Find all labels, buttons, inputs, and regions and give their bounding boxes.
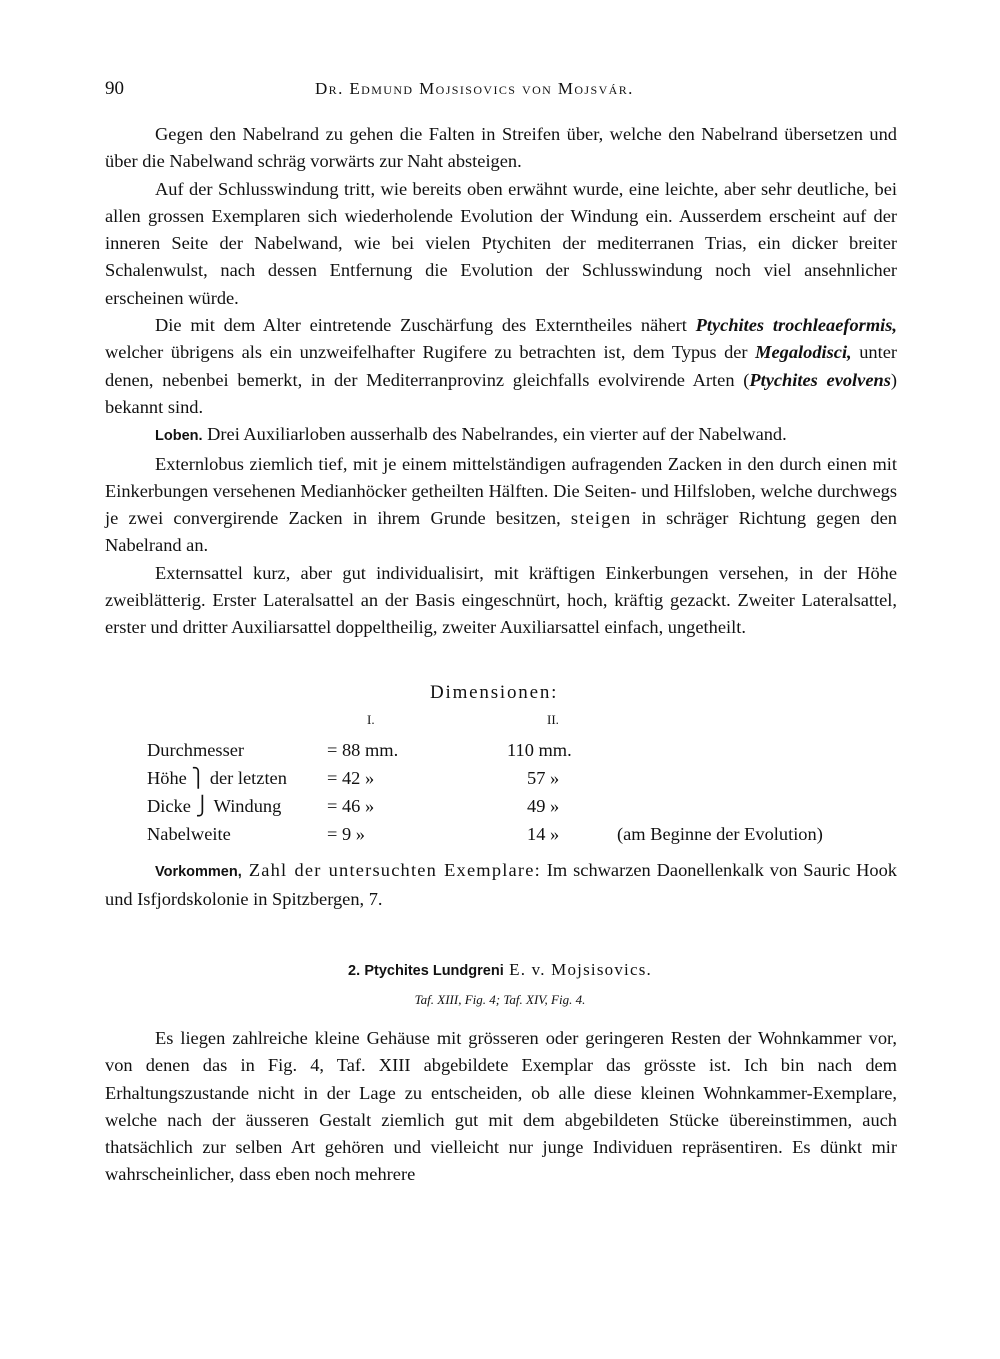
column-header-i: I.: [367, 712, 375, 727]
value-i: = 9 »: [327, 824, 365, 844]
row-label: Höhe ⎫ der letzten: [147, 768, 287, 788]
loben-label: Loben.: [155, 428, 203, 445]
row-label: Dicke ⎭ Windung: [147, 796, 282, 816]
species-name: Ptychites evolvens: [749, 369, 891, 390]
text-run: in schräger Richtung gegen den Nabelrand an.: [105, 508, 897, 556]
spaced-phrase: Zahl der untersuchten Exemplare:: [241, 860, 541, 880]
page-number: 90: [105, 78, 124, 99]
value-ii: 110 mm.: [507, 740, 572, 760]
value-ii: 14 »: [527, 824, 560, 844]
paragraph-externlobus: [105, 451, 897, 560]
value-i: = 42 »: [327, 768, 375, 788]
dimensions-title: Dimensionen:: [430, 682, 559, 703]
paragraph-loben: [105, 421, 897, 450]
text-run: unter denen, nebenbei bemerkt, in der Mediterranprovinz gleichfalls evolvirende Arten (: [105, 342, 897, 390]
text-run: ) bekannt sind.: [105, 369, 898, 417]
value-ii: 57 »: [527, 768, 560, 788]
spaced-word: steigen: [570, 508, 632, 529]
loben-text: Drei Auxiliarloben ausserhalb des Nabelrandes, ein vierter auf der Nabelwand.: [202, 424, 787, 445]
row-label: Durchmesser: [147, 740, 245, 760]
value-ii: 49 »: [527, 796, 560, 816]
text-run: Im schwarzen Daonellenkalk von Sauric Hook und Isfjordskolonie in Spitzbergen, 7.: [105, 860, 897, 910]
row-note: (am Beginne der Evolution): [617, 824, 823, 844]
occurrence-text: [105, 857, 897, 914]
row-label: Nabelweite: [147, 824, 231, 844]
vorkommen-label: Vorkommen,: [155, 864, 242, 880]
plate-reference: Taf. XIII, Fig. 4; Taf. XIV, Fig. 4.: [414, 992, 586, 1007]
paragraph-zuschaerfung: [105, 312, 897, 421]
section-heading: [0, 960, 1000, 980]
paragraph-schlusswindung: Auf der Schlusswindung tritt, wie bereits oben erwähnt wurde, eine leichte, aber sehr deutliche, bei allen grossen Exemplaren sich wiederholende Evolution der Windung ein. Ausserdem erscheint auf der inneren Seite der Nabelwand, wie bei vielen Ptychiten der mediterranen Trias, ein dicker breiter Schalenwulst, nach dessen Entfernung die Evolution der Schlusswindung noch viel ansehnlicher erscheinen würde.: [105, 178, 897, 308]
text-run: welcher übrigens als ein unzweifelhafter Rugifere zu betrachten ist, dem Typus der: [105, 342, 756, 363]
section-text: [105, 1025, 897, 1189]
group-name: Megalodisci,: [755, 342, 852, 363]
paragraph-falten: Gegen den Nabelrand zu gehen die Falten in Streifen über, welche den Nabelrand übersetzen und über die Nabelwand schräg vorwärts zur Naht absteigen.: [105, 124, 897, 172]
text-run: Externlobus ziemlich tief, mit je einem mittelständigen aufragenden Zacken in den durch einen mit Einkerbungen versehenen Medianhöcker getheilten Hälften. Die Seiten- und Hilfsloben, welche durchwegs je zwei convergirende Zacken in ihrem Grunde besitzen,: [105, 453, 897, 529]
running-head: Dr. Edmund Mojsisovics von Mojsvár.: [315, 79, 634, 98]
section-number: 2.: [348, 963, 361, 979]
author-name: E. v. Mojsisovics.: [503, 960, 652, 979]
value-i: = 46 »: [327, 796, 375, 816]
text-run: Die mit dem Alter eintretende Zuschärfung des Externtheiles nähert: [155, 315, 696, 336]
page-header: [105, 78, 895, 102]
main-text: [105, 121, 897, 642]
value-i: = 88 mm.: [327, 740, 399, 760]
species-heading: Ptychites Lundgreni: [364, 963, 504, 979]
paragraph-vorkommen: [105, 857, 897, 914]
paragraph-externsattel: Externsattel kurz, aber gut individualisirt, mit kräftigen Einkerbungen versehen, in der Höhe zweiblätterig. Erster Lateralsattel an der Basis eingeschnürt, hoch, kräftig gezackt. Zweiter Lateralsattel, erster und dritter Auxiliarsattel doppeltheilig, zweiter Auxiliarsattel einfach, ungetheilt.: [105, 562, 897, 638]
species-name: Ptychites trochleaeformis,: [695, 315, 897, 336]
column-header-ii: II.: [547, 712, 559, 727]
paragraph-gehaeuse: Es liegen zahlreiche kleine Gehäuse mit grösseren oder geringeren Resten der Wohnkammer vor, von denen das in Fig. 4, Taf. XIII abgebildete Exemplar das grösste ist. Ich bin nach dem Erhaltungszustande nicht in der Lage zu entscheiden, ob alle diese kleinen Wohnkammer-Exemplare, welche nach der äusseren Gestalt ziemlich gut mit dem abgebildeten Stücke übereinstimmen, auch thatsächlich zur selben Art gehören und vielleicht nur junge Individuen repräsentiren. Es dünkt mir wahrscheinlicher, dass eben noch mehrere: [105, 1028, 897, 1185]
